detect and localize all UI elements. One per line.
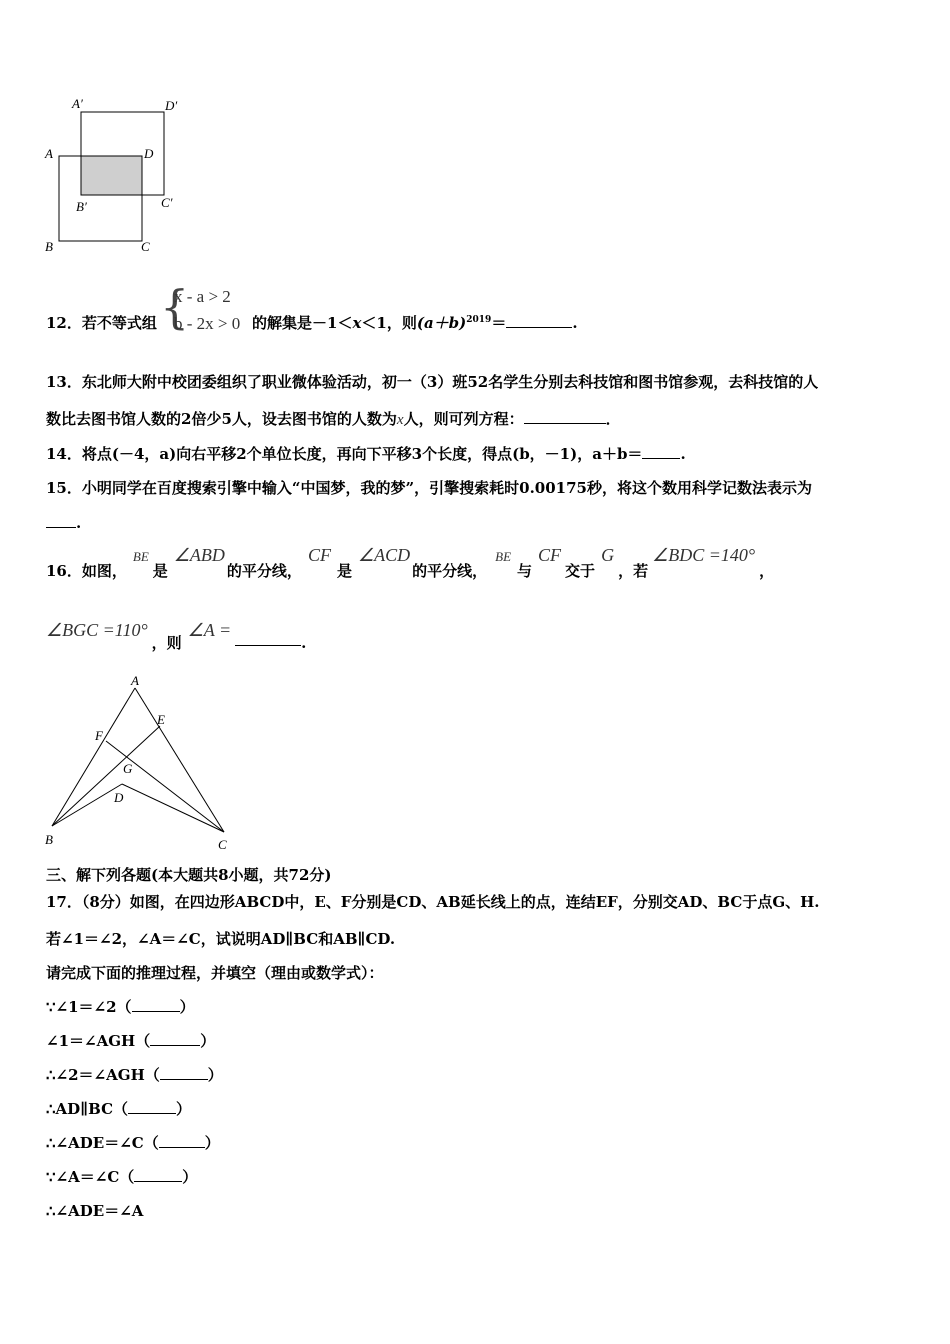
label-A: A [45,146,53,161]
q12-inequality-1: x - a > 2 [174,287,231,306]
label-G: G [123,761,133,776]
figure-translated-rectangles [40,95,190,260]
q17-step-4: ∴AD∥BC（ ） [46,1100,192,1118]
q15-line1: 15．小明同学在百度搜索引擎中输入“中国梦，我的梦”，引擎搜索耗时0.00175秒，将这个数用科学记数法表示为 [46,479,812,497]
q12-rest: 的解集是－1＜x＜1，则$(a+b)^{2019}=$ . [252,314,578,332]
section-3-title: 三、解下列各题(本大题共8小题，共72分) [46,866,332,884]
overlap-shading [81,156,142,195]
q17-step-7: ∴∠ADE＝∠A [46,1202,144,1220]
q16-line2: ∠BGC =110°，则∠A =. [46,620,307,652]
label-C: C [141,239,150,254]
label-E: E [157,712,165,727]
q17-step-3: ∴∠2＝∠AGH（ ） [46,1066,223,1084]
q15-answer-blank[interactable] [46,515,76,528]
label-B: B [45,239,53,254]
step-1-reason-blank[interactable] [132,999,180,1012]
q17-step-2: ∠1＝∠AGH（ ） [46,1032,216,1050]
label-A-prime: A′ [72,96,83,111]
label-C: C [218,837,227,852]
q15-line2: . [46,514,81,532]
label-C-prime: C′ [161,195,173,210]
step-2-reason-blank[interactable] [150,1033,200,1046]
q13-answer-blank[interactable] [524,411,606,424]
step-5-reason-blank[interactable] [159,1135,205,1148]
q12-inequality-2: b - 2x > 0 [174,314,241,333]
label-B-prime: B′ [76,199,87,214]
label-D: D [114,790,124,805]
q14-line: 14．将点(－4，a)向右平移2个单位长度，再向下平移3个长度，得点(b，－1)，a＋b＝ . [46,445,686,463]
label-B: B [45,832,53,847]
q13-line1: 13．东北师大附中校团委组织了职业微体验活动，初一（3）班52名学生分别去科技馆和图书馆参观，去科技馆的人 [46,373,819,391]
q12-answer-blank[interactable] [506,315,572,328]
q16-line1: 16．如图，BE是∠ABD的平分线，CF是∠ACD的平分线，BE与CF交于G，若∠BDC =140°， [46,545,775,580]
q13-line2: 数比去图书馆人数的2倍少5人，设去图书馆的人数为x人，则可列方程： ． [46,410,621,428]
q17-step-6: ∵∠A＝∠C（ ） [46,1168,198,1186]
system-brace: { [160,280,190,334]
q17-line2: 若∠1＝∠2，∠A＝∠C，试说明AD∥BC和AB∥CD. [46,930,396,948]
q12-lead: 12．若不等式组 [46,314,157,332]
label-D-prime: D′ [165,98,178,113]
q14-answer-blank[interactable] [642,446,680,459]
step-6-reason-blank[interactable] [134,1169,182,1182]
figure-triangle-bisectors [40,672,240,852]
label-F: F [95,728,103,743]
q16-answer-blank[interactable] [235,633,301,646]
q17-line3: 请完成下面的推理过程，并填空（理由或数学式）： [46,964,384,982]
q17-step-5: ∴∠ADE＝∠C（ ） [46,1134,220,1152]
label-D: D [144,146,154,161]
q17-step-1: ∵∠1＝∠2（ ） [46,998,195,1016]
label-A: A [131,673,139,688]
q17-line1: 17．（8分）如图，在四边形ABCD中，E、F分别是CD、AB延长线上的点，连结EF，分别交AD、BC于点G、H. [46,893,820,911]
step-3-reason-blank[interactable] [160,1067,208,1080]
step-4-reason-blank[interactable] [128,1101,176,1114]
